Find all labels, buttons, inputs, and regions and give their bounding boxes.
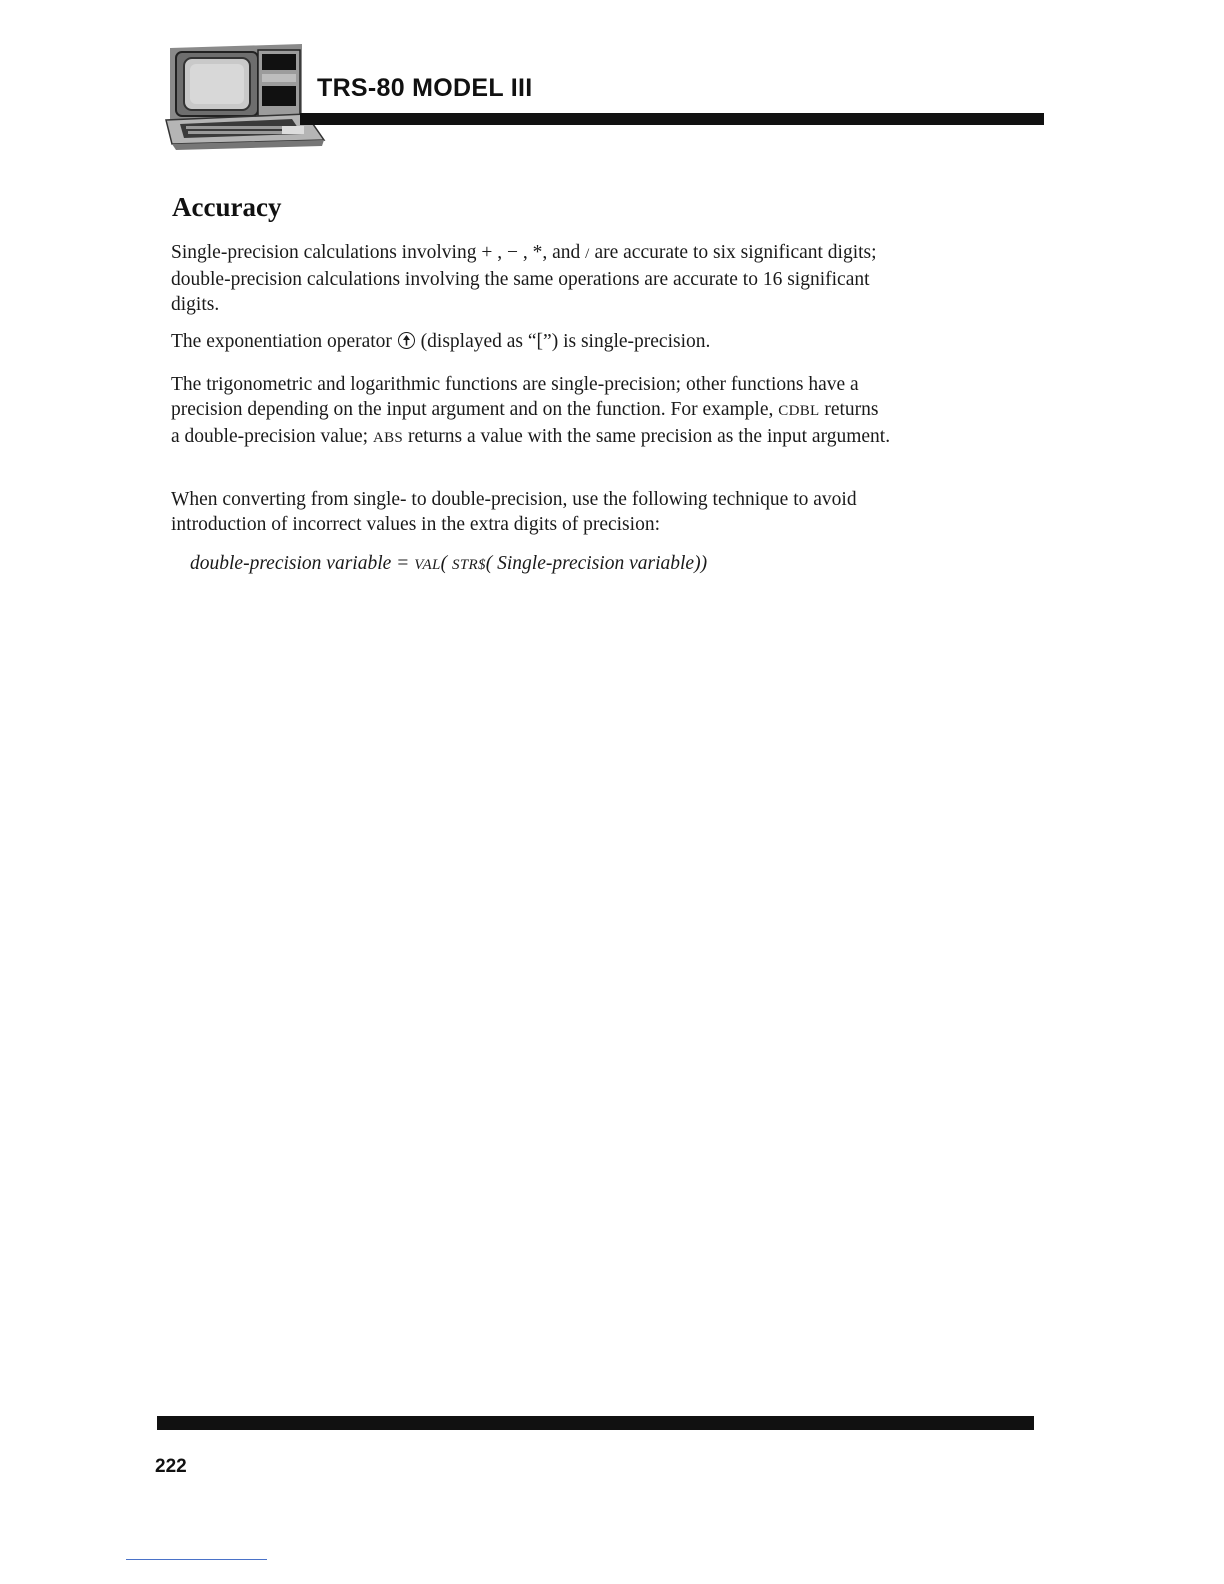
section-heading: Accuracy xyxy=(172,192,282,222)
p2-text-a: The exponentiation operator xyxy=(171,331,392,352)
formula-open-paren-2: ( xyxy=(485,553,493,574)
paragraph-functions xyxy=(171,372,891,451)
formula-close-parens: )) xyxy=(694,553,708,574)
p1-operators: + , − , *, xyxy=(481,242,548,263)
p2-text-b: (displayed as “[”) is single-precision. xyxy=(420,331,711,352)
formula-equals: = xyxy=(396,553,410,574)
footer-rule xyxy=(157,1416,1034,1430)
paragraph-exponentiation xyxy=(171,329,891,354)
trs80-computer-icon xyxy=(162,40,330,152)
up-arrow-key-icon xyxy=(398,332,415,349)
p1-text-a: Single-precision calculations involving xyxy=(171,242,477,263)
header-title: TRS-80 MODEL III xyxy=(317,74,533,102)
formula-lhs: double-precision variable xyxy=(190,553,392,574)
formula-open-paren-1: ( xyxy=(440,553,448,574)
header-rule xyxy=(300,113,1044,125)
p1-text-c: are accurate to six significant digits; double-precision calculations involving the same operations are accurate to 16 significant digits. xyxy=(171,242,877,315)
p1-slash: / xyxy=(585,246,590,262)
keyword-cdbl: CDBL xyxy=(778,403,820,419)
paragraph-accuracy xyxy=(171,240,891,317)
page-number: 222 xyxy=(155,1456,187,1477)
conversion-formula xyxy=(190,551,707,578)
keyword-abs: ABS xyxy=(372,430,404,446)
p3-text-c: returns a value with the same precision as the input argument. xyxy=(407,426,891,447)
formula-argument: Single-precision variable xyxy=(497,553,695,574)
p1-text-b: and xyxy=(552,242,581,263)
bottom-link-underline xyxy=(126,1559,267,1560)
keyword-val: VAL xyxy=(414,557,441,573)
paragraph-conversion: When converting from single- to double-precision, use the following technique to avoid introduction of incorrect values in the extra digits of precision: xyxy=(171,489,857,535)
keyword-str: STR$ xyxy=(452,557,486,573)
p3-text-a: The trigonometric and logarithmic functions are single-precision; other functions have a precision depending on the input argument and on the function. For example, xyxy=(171,374,859,420)
p3-text-b: returns a double-precision value; xyxy=(171,399,879,447)
